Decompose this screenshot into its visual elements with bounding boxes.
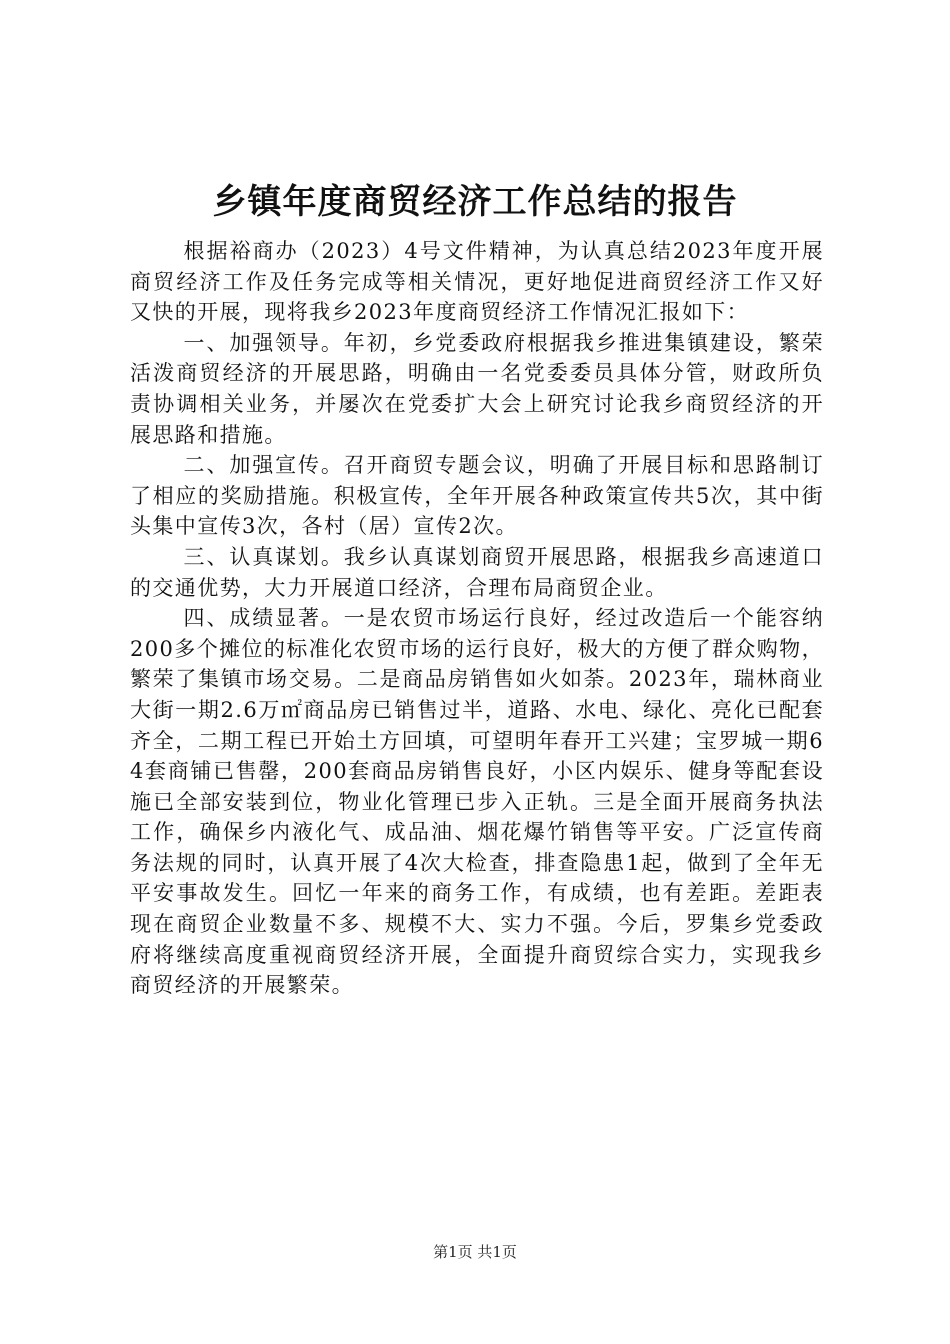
document-body	[130, 236, 824, 1001]
paragraph-achievements: 四、成绩显著。一是农贸市场运行良好，经过改造后一个能容纳200多个摊位的标准化农贸市场的运行良好，极大的方便了群众购物，繁荣了集镇市场交易。二是商品房销售如火如荼。2023年，瑞林商业大街一期2.6万㎡商品房已销售过半，道路、水电、绿化、亮化已配套齐全，二期工程已开始土方回填，可望明年春开工兴建；宝罗城一期64套商铺已售罄，200套商品房销售良好，小区内娱乐、健身等配套设施已全部安装到位，物业化管理已步入正轨。三是全面开展商务执法工作，确保乡内液化气、成品油、烟花爆竹销售等平安。广泛宣传商务法规的同时，认真开展了4次大检查，排查隐患1起，做到了全年无平安事故发生。回忆一年来的商务工作，有成绩，也有差距。差距表现在商贸企业数量不多、规模不大、实力不强。今后，罗集乡党委政府将继续高度重视商贸经济开展，全面提升商贸综合实力，实现我乡商贸经济的开展繁荣。	[130, 606, 824, 998]
page-number-footer: 第1页 共1页	[433, 1243, 517, 1261]
paragraph-planning: 三、认真谋划。我乡认真谋划商贸开展思路，根据我乡高速道口的交通优势，大力开展道口经济，合理布局商贸企业。	[130, 544, 824, 600]
document-title: 乡镇年度商贸经济工作总结的报告	[212, 182, 738, 222]
paragraph-leadership: 一、加强领导。年初，乡党委政府根据我乡推进集镇建设，繁荣活泼商贸经济的开展思路，明确由一名党委委员具体分管，财政所负责协调相关业务，并屡次在党委扩大会上研究讨论我乡商贸经济的开展思路和措施。	[130, 330, 824, 447]
paragraph-intro: 根据裕商办（2023）4号文件精神，为认真总结2023年度开展商贸经济工作及任务完成等相关情况，更好地促进商贸经济工作又好又快的开展，现将我乡2023年度商贸经济工作情况汇报如下：	[130, 239, 824, 325]
paragraph-publicity: 二、加强宣传。召开商贸专题会议，明确了开展目标和思路制订了相应的奖励措施。积极宣传，全年开展各种政策宣传共5次，其中街头集中宣传3次，各村（居）宣传2次。	[130, 453, 824, 539]
